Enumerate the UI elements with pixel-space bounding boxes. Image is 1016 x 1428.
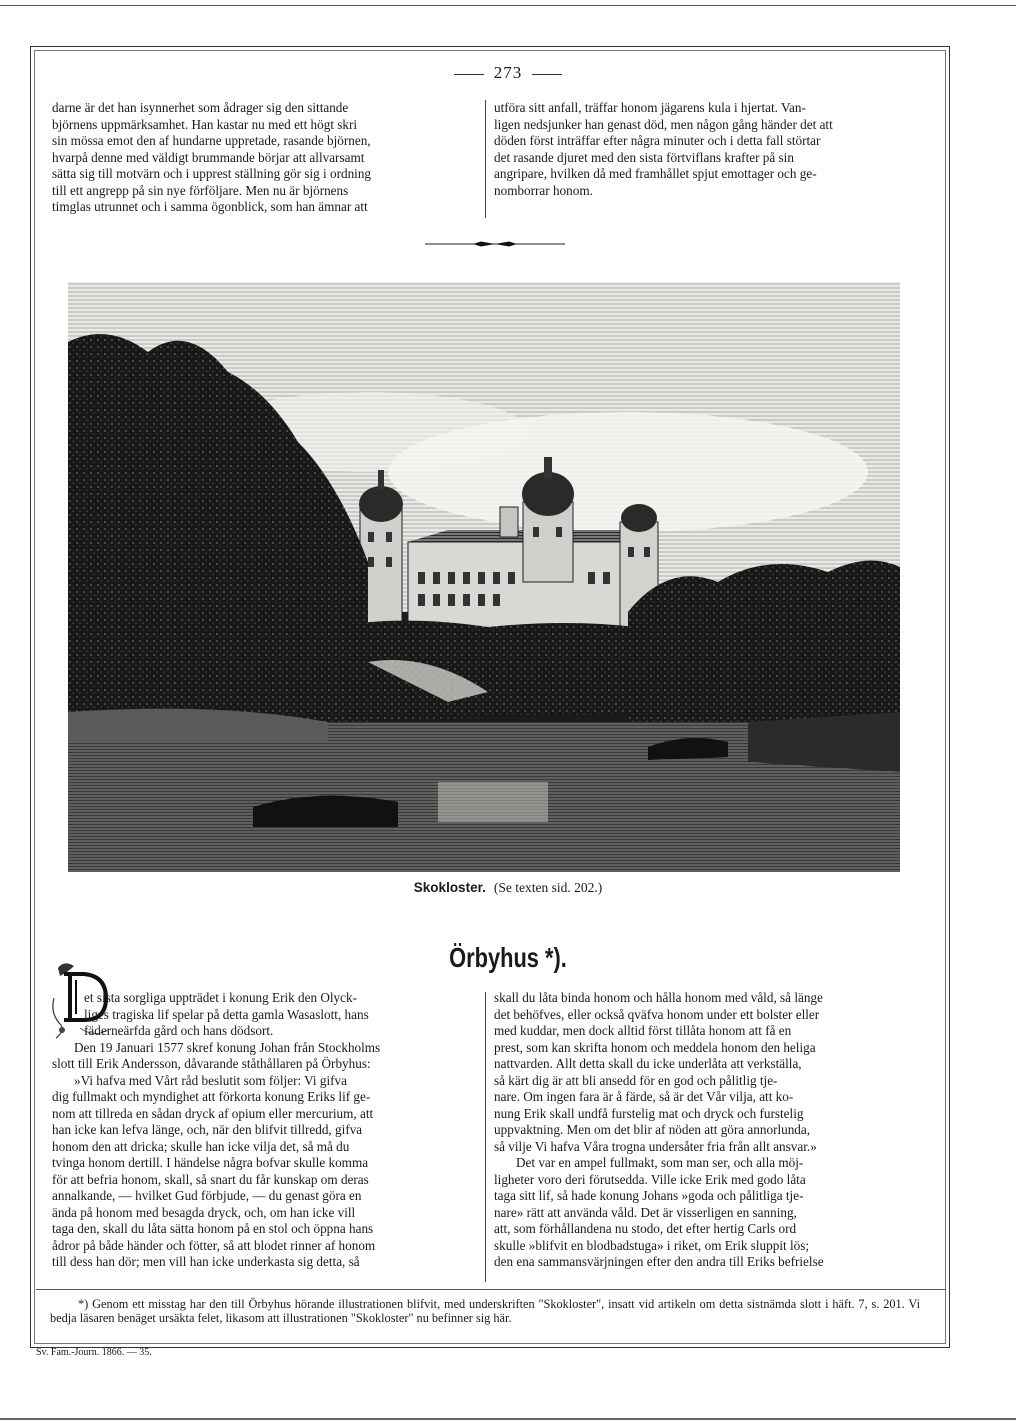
header-dash-left xyxy=(454,74,484,75)
text-line: skall du låta binda honom och hålla honom med våld, så länge xyxy=(494,990,823,1005)
text-line: han icke kan lefva länge, och, när den blifvit tillredd, gifva xyxy=(52,1122,363,1137)
text-line: sin mössa emot den af hundarne uppretade, rasande björnen, xyxy=(52,133,371,148)
text-line: till ett angrepp på sin nye förföljare. Men nu är björnens xyxy=(52,182,349,198)
text-line: prest, som kan skrifta honom och meddela honom den heliga xyxy=(494,1039,816,1055)
footnote-rule xyxy=(36,1289,946,1290)
text-line: nattvarden. Allt detta skall du icke underlåta att verkställa, xyxy=(494,1056,802,1071)
text-line: utföra sitt anfall, träffar honom jägarens kula i hjertat. Van- xyxy=(494,100,806,115)
text-line: slott till Erik Andersson, dåvarande ståthållaren på Örbyhus: xyxy=(52,1056,371,1071)
text-line: timglas utrunnet och i samma ögonblick, som han ämnar att xyxy=(52,199,368,214)
top-right-column xyxy=(494,100,920,199)
text-line: nare. Om ingen fara är å färde, så är det Vår vilja, att ko- xyxy=(494,1089,794,1104)
text-line: tvinga honom dertill. I händelse några bofvar skulle komma xyxy=(52,1155,369,1170)
text-line: annalkande, — hvilket Gud förbjude, — du genast göra en xyxy=(52,1188,362,1203)
text-line: taga sitt lif, så hade konung Johans »goda och pålitliga tje- xyxy=(494,1188,804,1203)
text-line: et sista sorgliga uppträdet i konung Erik den Olyck- xyxy=(84,990,357,1005)
text-line: ända på honom med besagda dryck, och, om han icke vill xyxy=(52,1204,356,1220)
text-line: nomborrar honom. xyxy=(494,182,593,198)
article-right-column xyxy=(494,990,920,1271)
caption-reference: (Se texten sid. 202.) xyxy=(493,880,603,895)
text-line: nom att tillreda en sådan dryck af opium eller mercurium, att xyxy=(52,1105,374,1121)
text-line: döden först inträffar efter några minuter och i detta fall störtar xyxy=(494,133,821,148)
text-line: ligen nedsjunker han genast död, men någon gång händer det att xyxy=(494,116,833,132)
text-line: björnens uppmärksamhet. Han kastar nu med ett högt skri xyxy=(52,116,358,132)
text-line: så kärt dig är att bli ansedd för en god och pålitlig tje- xyxy=(494,1072,778,1088)
text-line: hvarpå denne med väldigt brummande börjar att allvarsamt xyxy=(52,149,365,165)
text-line: taga den, skall du låta sätta honom på en stol och öppna hans xyxy=(52,1221,374,1236)
article-column-rule xyxy=(485,992,486,1282)
caption-title: Skokloster. xyxy=(413,880,486,895)
journal-footer: Sv. Fam.-Journ. 1866. — 35. xyxy=(36,1347,152,1358)
text-line: skulle »blifvit en blodbadstuga» i riket, om Erik sluppit lös; xyxy=(494,1237,810,1253)
castle-reflection xyxy=(438,782,548,822)
text-line: att, som förhållandena nu stodo, det efter hertig Carls ord xyxy=(494,1221,797,1236)
top-border-line xyxy=(0,5,1016,6)
page-number: 273 xyxy=(493,63,523,82)
text-line: så vilje Vi hafva Våra trogna undersåter fria från allt ansvar.» xyxy=(494,1138,817,1154)
text-line: ådror på både händer och fötter, så att blodet rinner af honom xyxy=(52,1237,376,1253)
text-line: nare» rätt att använda våld. Det är visserligen en sanning, xyxy=(494,1204,797,1220)
text-line: darne är det han isynnerhet som ådrager sig den sittande xyxy=(52,100,349,115)
text-line: dig fullmakt och myndighet att förkorta konung Eriks lif ge- xyxy=(52,1089,371,1104)
footnote: *) Genom ett misstag har den till Örbyhus hörande illustrationen blifvit, med underskriften "Skokloster", insatt vid artikeln om detta sistnämda slott i häft. 7, s. 201. Vi bedja läsaren benäget ursäkta felet, likasom att illustrationen "Skokloster" nu befinner sig här. xyxy=(50,1297,920,1325)
text-line: Det var en ampel fullmakt, som man ser, och alla möj- xyxy=(516,1155,804,1170)
article-title: Örbyhus *). xyxy=(449,942,567,973)
text-line: nung Erik skall undfå furstelig mat och dryck och furstelig xyxy=(494,1105,804,1121)
text-line: »Vi hafva med Vårt råd beslutit som följer: Vi gifva xyxy=(74,1072,347,1088)
text-line: uppvaktning. Men om det blir af nöden att göra annorlunda, xyxy=(494,1122,811,1137)
trees-middle xyxy=(308,621,688,722)
text-line: det rasande djuret med den sista förtviflans krafter på sin xyxy=(494,149,794,165)
bottom-edge-line xyxy=(0,1418,1016,1420)
text-line: med kuddar, men dock alltid först tillåta honom att få en xyxy=(494,1023,792,1038)
section-ornament xyxy=(425,241,565,247)
text-line: Den 19 Januari 1577 skref konung Johan från Stockholms xyxy=(74,1039,381,1055)
text-line: ligheter voro deri förutsedda. Ville icke Erik med godo låta xyxy=(494,1171,806,1187)
page-header xyxy=(0,63,1016,83)
illustration-caption xyxy=(0,880,1016,896)
text-line: för att befria honom, skall, så snart du får kunskap om deras xyxy=(52,1171,369,1187)
text-line: sätta sig till motvärn och i upprest ställning gör sig i ordning xyxy=(52,166,372,181)
top-column-rule xyxy=(485,100,486,218)
text-line: fäderneärfda gård och hans dödsort. xyxy=(84,1023,274,1038)
text-line: den ena sammansvärjningen efter den andra till Eriks befrielse xyxy=(494,1254,824,1269)
text-line: till dess han dör; men vill han icke underkasta sig detta, så xyxy=(52,1254,360,1269)
text-line: angripare, hvilken då med framhållet spjut emottager och ge- xyxy=(494,166,817,181)
header-dash-right xyxy=(532,74,562,75)
top-left-column xyxy=(52,100,476,216)
text-line: det behöfves, eller också qväfva honom under ett bolster eller xyxy=(494,1006,820,1022)
text-line: honom den att dricka; skulle han icke vilja det, så må du xyxy=(52,1138,350,1154)
engraving-illustration xyxy=(68,282,900,872)
article-left-column xyxy=(52,990,476,1271)
castle-engraving xyxy=(68,282,900,872)
text-line: liges tragiska lif spelar på detta gamla Wasaslott, hans xyxy=(84,1006,369,1022)
